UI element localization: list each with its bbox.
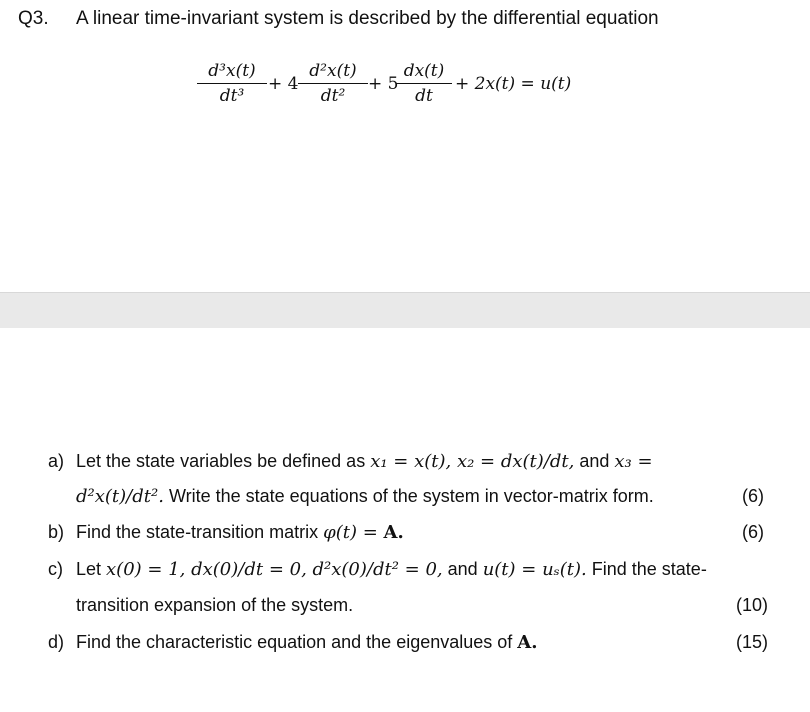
equation-term-first-derivative bbox=[396, 61, 452, 106]
page-upper-section bbox=[0, 0, 810, 292]
part-c-line1: Let x(0) = 1, dx(0)/dt = 0, d²x(0)/dt² = 0, and u(t) = uₛ(t). Find the state- bbox=[76, 559, 707, 580]
part-c-points: (10) bbox=[735, 595, 768, 615]
part-b-label: b) bbox=[48, 522, 65, 542]
part-a-line1: Let the state variables be defined as x₁ = x(t), x₂ = dx(t)/dt, and x₃ = bbox=[76, 451, 653, 472]
equation-remainder: + 2x(t) = u(t) bbox=[455, 74, 572, 94]
part-a-label: a) bbox=[48, 451, 65, 471]
question-intro: A linear time-invariant system is described by the differential equation bbox=[76, 8, 659, 29]
equation-term-third-derivative bbox=[197, 61, 267, 106]
term3-numerator: dx(t) bbox=[396, 61, 452, 84]
term1-numerator: d³x(t) bbox=[197, 61, 267, 84]
part-b-line: Find the state-transition matrix φ(t) = A. bbox=[76, 522, 404, 543]
question-number: Q3. bbox=[18, 8, 49, 29]
term3-denominator: dt bbox=[415, 86, 433, 106]
part-c-label: c) bbox=[48, 559, 63, 579]
equation-plus-5: + 5 bbox=[368, 74, 399, 94]
part-d-line: Find the characteristic equation and the eigenvalues of A. bbox=[76, 632, 538, 653]
part-a-line2: d²x(t)/dt². Write the state equations of the system in vector-matrix form. bbox=[76, 486, 654, 507]
equation-term-second-derivative bbox=[298, 61, 368, 106]
part-d-points: (15) bbox=[735, 632, 768, 652]
part-d-label: d) bbox=[48, 632, 65, 652]
page-lower-section bbox=[0, 328, 810, 712]
term1-denominator: dt³ bbox=[219, 86, 245, 106]
part-b-points: (6) bbox=[742, 522, 764, 542]
page-separator bbox=[0, 292, 810, 329]
part-c-line2: transition expansion of the system. bbox=[76, 595, 354, 615]
equation-plus-4: + 4 bbox=[268, 74, 299, 94]
term2-numerator: d²x(t) bbox=[298, 61, 368, 84]
part-a-points: (6) bbox=[742, 486, 764, 506]
part-a-state-vars: x₁ = x(t), x₂ = dx(t)/dt, bbox=[370, 451, 575, 472]
term2-denominator: dt² bbox=[320, 86, 346, 106]
